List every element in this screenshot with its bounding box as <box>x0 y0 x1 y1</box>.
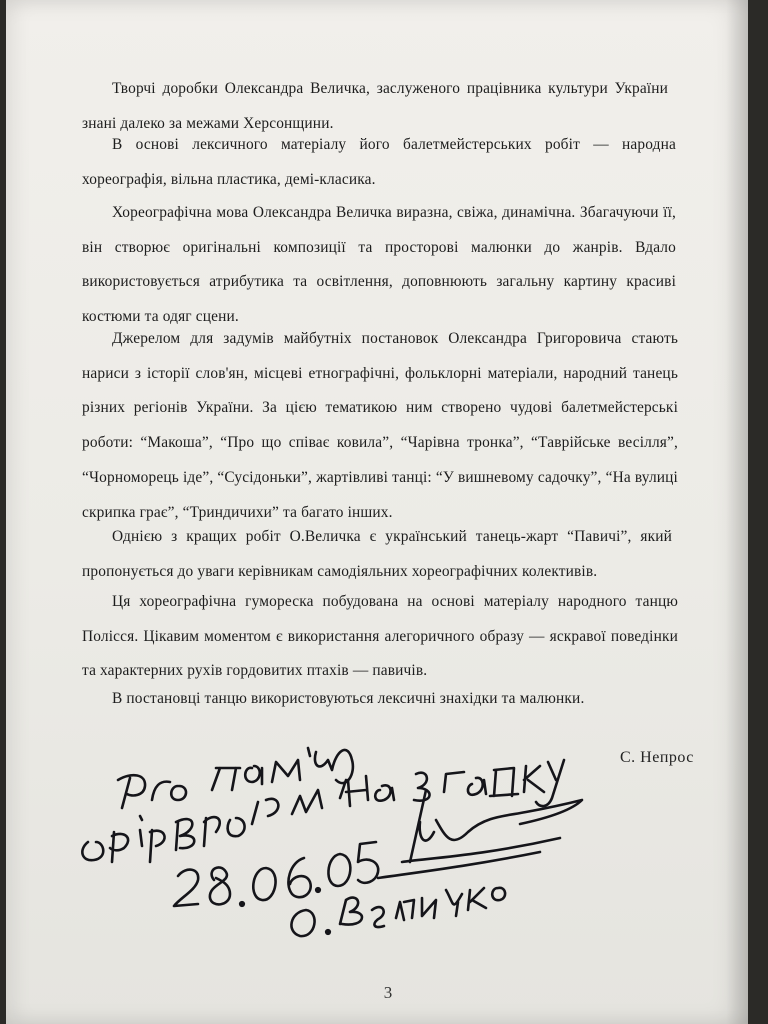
page-edge-shadow <box>726 0 748 1024</box>
paragraph-7: В постановці танцю використовуються лексичні знахідки та малюнки. <box>112 690 585 707</box>
document-page <box>6 0 748 1024</box>
paragraph-4: Джерелом для задумів майбутніх постановок Олександра Григоровича стають нариси з історії слов'ян, місцеві етнографічні, фольклорні матеріали, народний танець різних регіонів України. За цією тематикою ним створено чудові балетмейстерські роботи: “Макоша”, “Про що співає ковила”, “Чарівна тронка”, “Таврійське весілля”, “Чорноморець іде”, “Сусідоньки”, жартівливі танці: “У вишневому садочку”, “На вулиці скрипка грає”, “Триндичихи” та багато інших. <box>82 330 678 521</box>
author-signature: С. Непрос <box>620 749 694 766</box>
paragraph-1: Творчі доробки Олександра Величка, заслуженого працівника культури України знані далеко за межами Херсонщини. <box>82 80 668 132</box>
paragraph-3: Хореографічна мова Олександра Величка виразна, свіжа, динамічна. Збагачуючи її, він створює оригінальні композиції та просторові малюнки до жанрів. Вдало використовується атрибутика та освітлення, доповнюють загальну картину красиві костюми та одяг сцени. <box>82 204 676 326</box>
page-number: 3 <box>383 983 393 1002</box>
paragraph-6: Ця хореографічна гумореска побудована на основі матеріалу народного танцю Полісся. Цікавим моментом є використання алегоричного образу — яскравої поведінки та характерних рухів гордовитих птахів — павичів. <box>82 593 678 680</box>
paragraph-5: Однією з кращих робіт О.Величка є український танець-жарт “Павичі”, який пропонується до уваги керівникам самодіяльних хореографічних колективів. <box>82 528 672 580</box>
paragraph-2: В основі лексичного матеріалу його балетмейстерських робіт — народна хореографія, вільна пластика, демі-класика. <box>82 136 676 188</box>
